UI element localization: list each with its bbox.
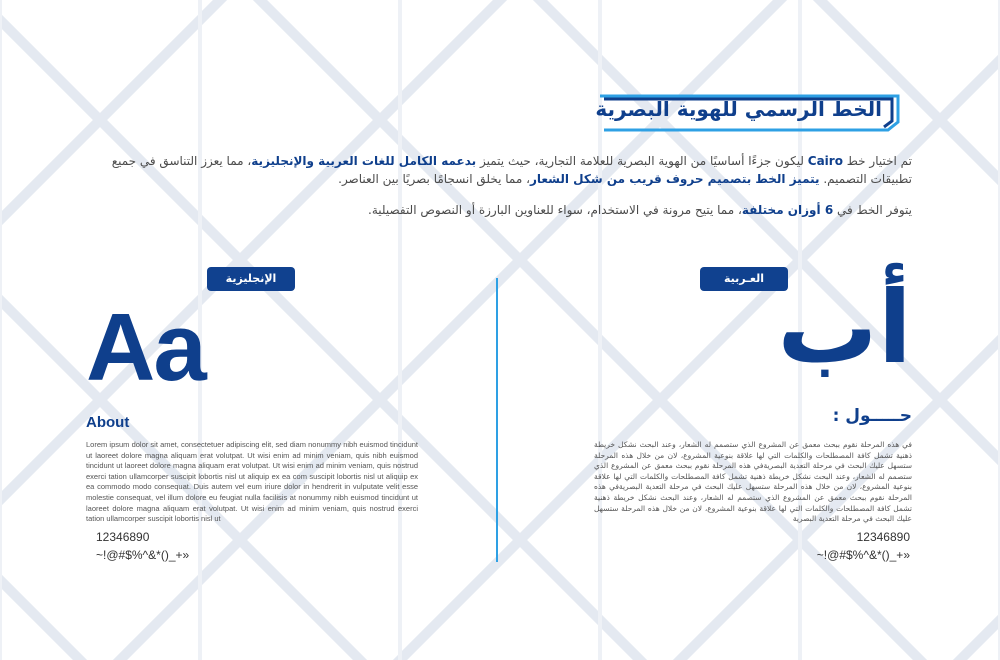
english-body-sample: Lorem ipsum dolor sit amet, consectetuer adipiscing elit, sed diam nonummy nibh euismod tincidunt ut laoreet dolore magna aliquam erat volutpat. Ut wisi enim ad minim veniam, quis nibh euismod tincidunt ut laoreet dolore magna aliquam erat volutpat. Ut wisi enim ad minim veniam, quis nostrud exerci tation ullamcorper suscipit lobortis nisl ut aliquip ex ea com suscipit lobortis nisl ut aliquip ex ea commodo modo consequat. Duis autem vel eum iriure dolor in hendrerit in vulputate velit esse molestie consequat, vel illum dolore eu feugiat nulla facilisis at nonummy nibh euismod tincidunt ut laoreet dolore magna aliquam erat volutpat. Ut wisi enim ad minim veniam, quis nostrud exerci tation ullamcorper suscipit lobortis nisl ut xyxy=(86,440,418,524)
arabic-symbols-sample: ~!@#$%^&*()_+» xyxy=(816,548,910,562)
english-digits-sample: 12346890 xyxy=(96,530,150,544)
arabic-about-heading: حـــــول : xyxy=(832,406,912,426)
weights-paragraph xyxy=(82,201,912,219)
latin-glyph-sample: Aa xyxy=(86,294,205,401)
intro-text-2: ليكون جزءًا أساسيًا من الهوية البصرية للعلامة التجارية، حيث يتميز xyxy=(476,154,808,168)
arabic-glyph-sample: أب xyxy=(777,269,912,386)
weights-text-2: ، مما يتيح مرونة في الاستخدام، سواء للعناوين البارزة أو النصوص التفصيلية. xyxy=(368,203,742,217)
intro-text-4: ، مما يخلق انسجامًا بصريًا بين العناصر. xyxy=(338,172,530,186)
column-divider xyxy=(496,278,498,562)
english-symbols-sample: ~!@#$%^&*()_+» xyxy=(96,548,190,562)
english-label-badge: الإنجليزية xyxy=(207,267,295,291)
english-about-heading: About xyxy=(86,414,130,431)
arabic-body-sample: في هذه المرحلة نقوم ببحث معمق عن المشروع الذي ستصمم له الشعار، وعند البحث نشكل خريطة ذهنية تشمل كافة المصطلحات والكلمات التي لها علاقة بنوعية المشروع، لان من خلال هذه المرحلة ستسهل عليك البحث في مرحلة التعدية البصريةفي هذه المرحلة نقوم ببحث معمق عن المشروع الذي ستصمم له الشعار، وعند البحث نشكل خريطة ذهنية تشمل كافة المصطلحات والكلمات التي لها علاقة بنوعية المشروع، لان من خلال هذه المرحلة ستسهل عليك البحث في مرحلة التعدية البصريةفي هذه المرحلة نقوم ببحث معمق عن المشروع الذي ستصمم له الشعار، وعند البحث نشكل خريطة ذهنية تشمل كافة المصطلحات والكلمات التي لها علاقة بنوعية المشروع، لان من خلال هذه المرحلة ستسهل عليك البحث في مرحلة التعدية البصرية xyxy=(594,440,912,524)
intro-highlight-2: يتميز الخط بتصميم حروف قريب من شكل الشعار xyxy=(529,172,820,186)
arabic-label-badge: العـربية xyxy=(700,267,788,291)
intro-highlight-1: بدعمه الكامل للغات العربية والإنجليزية xyxy=(251,154,477,168)
intro-text-3: ، مما يعزز التناسق في جميع تطبيقات التصميم. xyxy=(111,154,912,186)
weights-text-1: يتوفر الخط في xyxy=(833,203,912,217)
weights-highlight: 6 أوزان مختلفة xyxy=(741,203,834,217)
intro-paragraph xyxy=(82,152,912,188)
arabic-digits-sample: 12346890 xyxy=(856,530,910,544)
page-title: الخط الرسمي للهوية البصرية xyxy=(595,97,882,121)
intro-text-1: تم اختيار خط xyxy=(842,154,912,168)
section-title xyxy=(588,94,908,134)
font-name: Cairo xyxy=(807,154,843,168)
